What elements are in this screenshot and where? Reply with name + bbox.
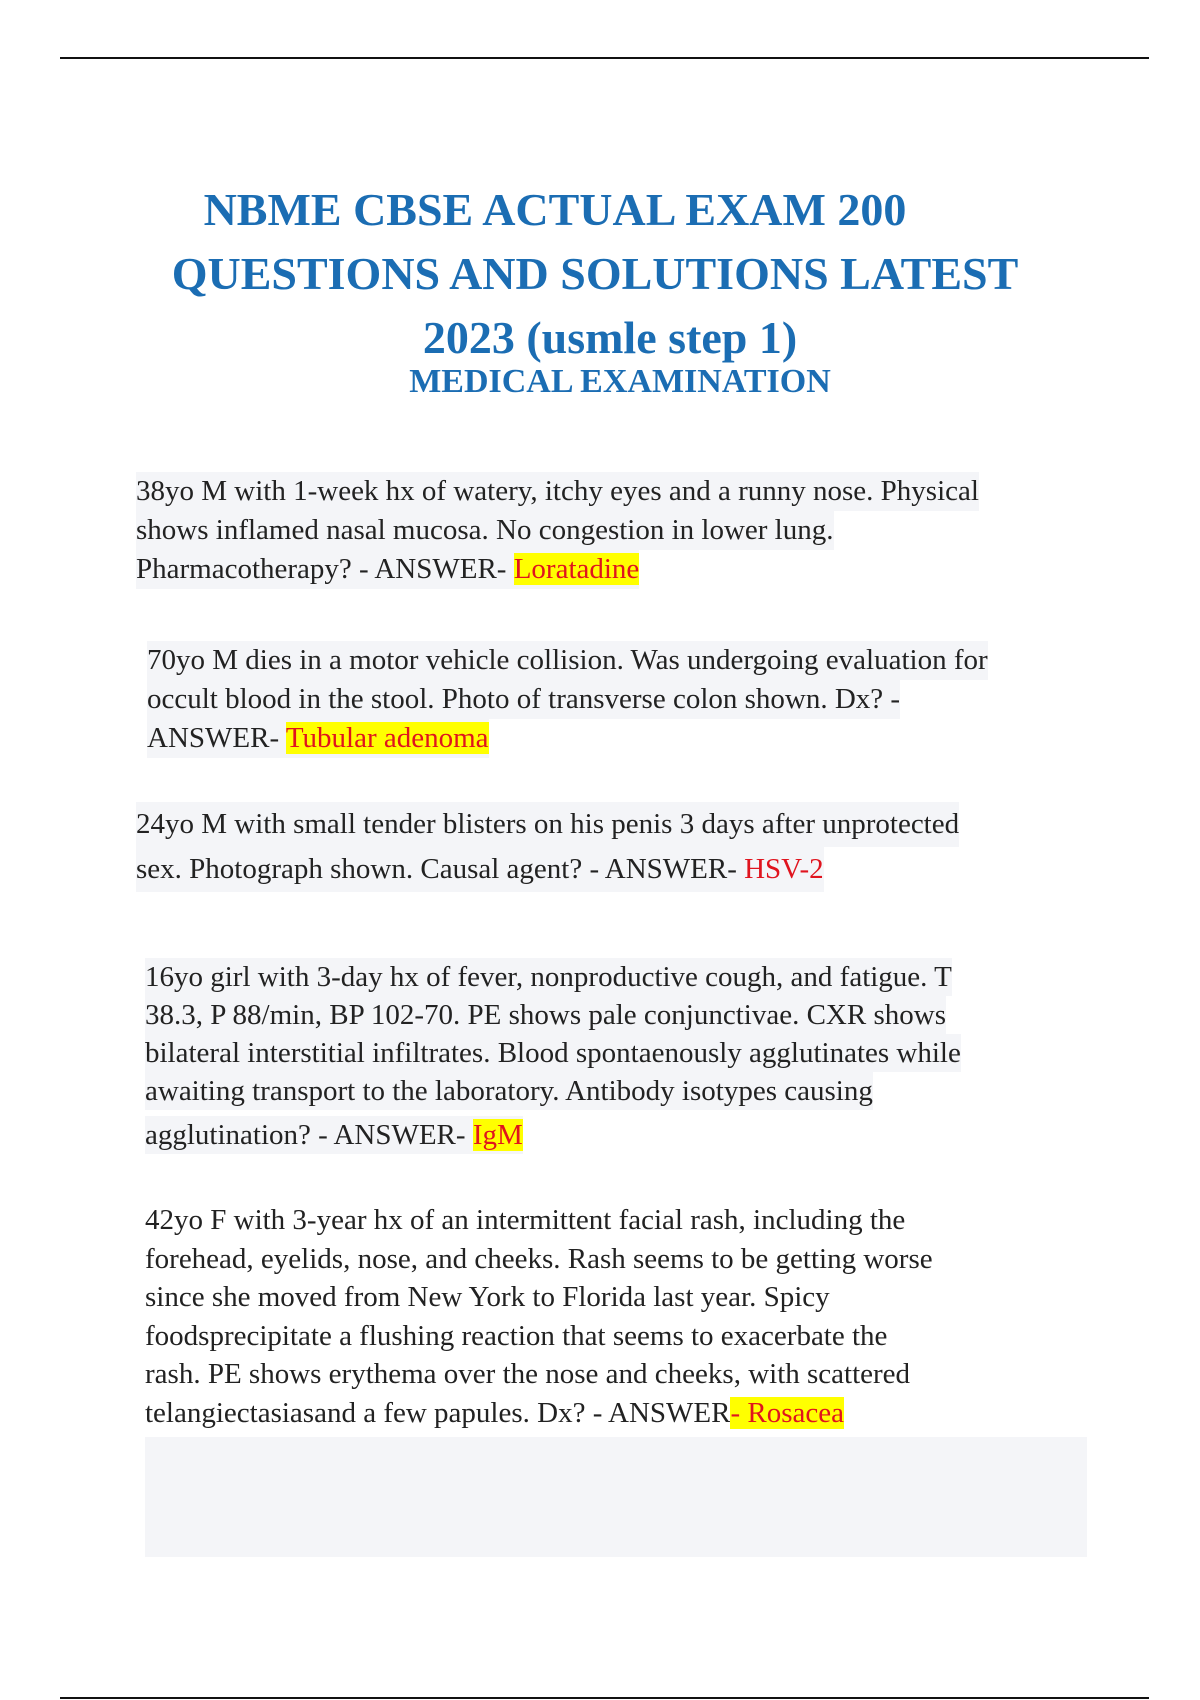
title-line-3: 2023 (usmle step 1): [422, 312, 798, 363]
answer: Tubular adenoma: [285, 722, 489, 754]
title-line-1: NBME CBSE ACTUAL EXAM 200: [203, 184, 907, 235]
document-subtitle: MEDICAL EXAMINATION: [409, 363, 831, 400]
answer: IgM: [472, 1119, 523, 1151]
answer: HSV-2: [744, 853, 824, 885]
question-line: bilateral interstitial infiltrates. Blood spontaenously agglutinates while: [145, 1034, 961, 1072]
question-line: 42yo F with 3-year hx of an intermittent facial rash, including the: [145, 1204, 906, 1236]
question-line: 38.3, P 88/min, BP 102-70. PE shows pale conjunctivae. CXR shows: [145, 996, 946, 1034]
document-title: [0, 178, 1200, 370]
question-line: Pharmacotherapy? - ANSWER-: [136, 553, 514, 585]
question-line: foodsprecipitate a flushing reaction that seems to exacerbate the: [145, 1319, 888, 1352]
question-line: 38yo M with 1-week hx of watery, itchy eyes and a runny nose. Physical: [136, 472, 979, 511]
question-line: 24yo M with small tender blisters on his penis 3 days after unprotected: [136, 802, 959, 847]
question-4: [145, 958, 961, 1154]
answer: Loratadine: [513, 553, 640, 585]
question-line: shows inflamed nasal mucosa. No congestion in lower lung.: [136, 511, 834, 550]
question-line: 70yo M dies in a motor vehicle collision. Was undergoing evaluation for: [147, 641, 988, 680]
question-line: telangiectasiasand a few papules. Dx? - ANSWER: [145, 1396, 731, 1429]
question-line: ANSWER-: [147, 722, 286, 754]
question-line: agglutination? - ANSWER-: [145, 1119, 473, 1151]
question-5: [145, 1201, 933, 1432]
question-line: since she moved from New York to Florida last year. Spicy: [145, 1281, 830, 1313]
question-3: [136, 802, 959, 892]
question-line: awaiting transport to the laboratory. Antibody isotypes causing: [145, 1072, 873, 1110]
question-line: occult blood in the stool. Photo of transverse colon shown. Dx? -: [147, 680, 900, 719]
question-2: [147, 641, 988, 758]
answer: - Rosacea: [730, 1396, 844, 1429]
question-line: rash. PE shows erythema over the nose and cheeks, with scattered: [145, 1358, 911, 1390]
question-line: sex. Photograph shown. Causal agent? - ANSWER-: [136, 853, 745, 885]
question-line: forehead, eyelids, nose, and cheeks. Rash seems to be getting worse: [145, 1242, 933, 1275]
bottom-rule: [60, 1697, 1149, 1699]
question-1: [136, 472, 979, 589]
title-line-2: QUESTIONS AND SOLUTIONS LATEST: [171, 248, 1019, 299]
top-rule: [60, 57, 1149, 59]
blank-shaded-area: [145, 1437, 1087, 1557]
question-line: 16yo girl with 3-day hx of fever, nonproductive cough, and fatigue. T: [145, 958, 952, 996]
